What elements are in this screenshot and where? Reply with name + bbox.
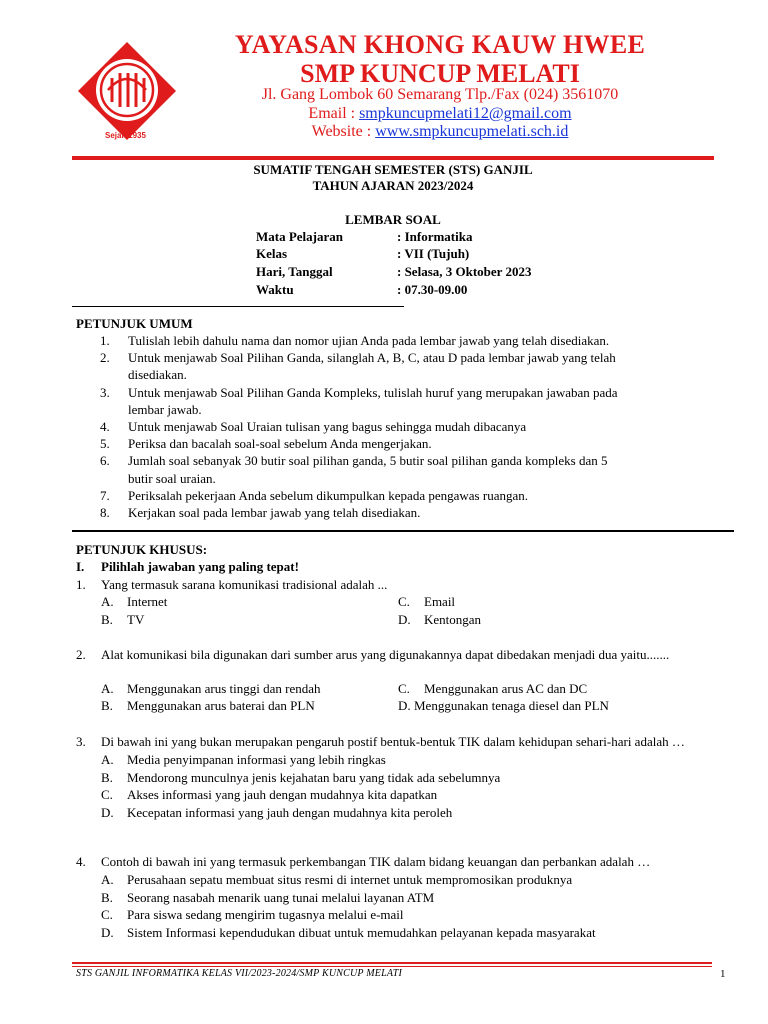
q4-option-b[interactable]: B. Seorang nasabah menarik uang tunai melalui layanan ATM [101, 889, 435, 905]
list-item-continuation: lembar jawab. [128, 401, 202, 417]
info-value: : Informatika [397, 229, 473, 244]
part-number: I. [76, 559, 85, 574]
general-instructions-heading: PETUNJUK UMUM [76, 316, 193, 331]
list-item: 8. Kerjakan soal pada lembar jawab yang telah disediakan. [100, 505, 421, 521]
q2-option-b[interactable]: B. Menggunakan arus baterai dan PLN [101, 698, 315, 713]
info-value: : Selasa, 3 Oktober 2023 [397, 264, 532, 279]
q3-option-a[interactable]: A. Media penyimpanan informasi yang lebih ringkas [101, 752, 386, 768]
q3-option-d[interactable]: D. Kecepatan informasi yang jauh dengan mudahnya kita peroleh [101, 804, 453, 820]
special-instructions-heading: PETUNJUK KHUSUS: [76, 542, 208, 557]
general-instructions-list [76, 332, 716, 521]
info-key: Hari, Tanggal [256, 264, 333, 279]
q2-option-c[interactable]: C. Menggunakan arus AC dan DC [398, 681, 588, 696]
school-name: SMP KUNCUP MELATI [300, 59, 580, 88]
header-divider [72, 156, 714, 160]
list-item: 2. Untuk menjawab Soal Pilihan Ganda, silanglah A, B, C, atau D pada lembar jawab yang telah [100, 350, 616, 366]
footer-divider-thin [72, 966, 712, 967]
sheet-title: LEMBAR SOAL [345, 212, 441, 227]
website-line [190, 123, 690, 141]
question-stem: 3. Di bawah ini yang bukan merupakan pengaruh postif bentuk-bentuk TIK dalam kehidupan sehari-hari adalah … [76, 734, 685, 749]
list-item: 5. Periksa dan bacalah soal-soal sebelum Anda mengerjakan. [100, 436, 432, 452]
list-item: 3. Untuk menjawab Soal Pilihan Ganda Kompleks, tulislah huruf yang merupakan jawaban pada [100, 384, 618, 400]
school-address: Jl. Gang Lombok 60 Semarang Tlp./Fax (024) 3561070 [261, 86, 619, 103]
q1-option-a[interactable]: A. Internet [101, 594, 168, 609]
info-value: : VII (Tujuh) [397, 246, 470, 261]
question-2 [76, 646, 714, 663]
list-item: 7. Periksalah pekerjaan Anda sebelum dikumpulkan kepada pengawas ruangan. [100, 487, 528, 503]
q3-option-b[interactable]: B. Mendorong munculnya jenis kejahatan baru yang tidak ada sebelumnya [101, 769, 501, 785]
q1-option-c[interactable]: C. Email [398, 594, 456, 609]
list-item: 1. Tulislah lebih dahulu nama dan nomor ujian Anda pada lembar jawab yang telah disediakan. [100, 333, 610, 348]
footer-divider [72, 962, 712, 964]
list-item-continuation: disediakan. [128, 367, 187, 383]
q1-option-d[interactable]: D. Kentongan [398, 612, 482, 627]
website-label: Website : [311, 123, 376, 140]
info-key: Kelas [256, 246, 288, 261]
section-divider [72, 530, 734, 532]
email-label: Email : [308, 105, 360, 122]
info-value: : 07.30-09.00 [397, 282, 468, 297]
school-year: TAHUN AJARAN 2023/2024 [312, 178, 474, 193]
logo-caption: Sejak 1935 [105, 131, 146, 140]
school-logo [72, 40, 182, 148]
exam-title: SUMATIF TENGAH SEMESTER (STS) GANJIL [253, 162, 533, 177]
foundation-name: YAYASAN KHONG KAUW HWEE [234, 30, 646, 59]
q2-option-a[interactable]: A. Menggunakan arus tinggi dan rendah [101, 681, 321, 696]
question-4 [76, 853, 714, 942]
part-title: I. Pilihlah jawaban yang paling tepat! [76, 559, 299, 574]
list-item: 4. Untuk menjawab Soal Uraian tulisan yang bagus sehingga mudah dibacanya [100, 419, 527, 435]
footer-text: STS GANJIL INFORMATIKA KELAS VII/2023-2024/SMP KUNCUP MELATI [76, 968, 403, 979]
question-stem: 2. Alat komunikasi bila digunakan dari sumber arus yang digunakannya dapat dibedakan menjadi dua yaitu....... [76, 647, 670, 662]
list-item-continuation: butir soal uraian. [128, 470, 216, 486]
question-stem: 4. Contoh di bawah ini yang termasuk perkembangan TIK dalam bidang keuangan dan perbankan adalah … [76, 854, 651, 869]
question-1 [76, 576, 714, 593]
page-number: 1 [720, 968, 726, 980]
q4-option-a[interactable]: A. Perusahaan sepatu membuat situs resmi di internet untuk mempromosikan produknya [101, 872, 573, 888]
info-key: Mata Pelajaran [256, 229, 344, 244]
q4-option-c[interactable]: C. Para siswa sedang mengirim tugasnya melalui e-mail [101, 907, 404, 923]
q1-option-b[interactable]: B. TV [101, 612, 145, 627]
info-key: Waktu [256, 282, 294, 297]
info-divider [72, 306, 404, 307]
q2-option-d[interactable]: D. Menggunakan tenaga diesel dan PLN [398, 698, 609, 713]
email-line [190, 105, 690, 123]
website-link[interactable]: www.smpkuncupmelati.sch.id [375, 123, 569, 140]
q4-option-d[interactable]: D. Sistem Informasi kependudukan dibuat untuk memudahkan pelayanan kepada masyarakat [101, 924, 596, 940]
question-3 [76, 733, 714, 822]
q3-option-c[interactable]: C. Akses informasi yang jauh dengan mudahnya kita dapatkan [101, 787, 438, 803]
email-link[interactable]: smpkuncupmelati12@gmail.com [359, 105, 572, 122]
question-stem: 1. Yang termasuk sarana komunikasi tradisional adalah ... [76, 577, 388, 592]
list-item: 6. Jumlah soal sebanyak 30 butir soal pilihan ganda, 5 butir soal pilihan ganda kompleks dan 5 [100, 453, 608, 469]
